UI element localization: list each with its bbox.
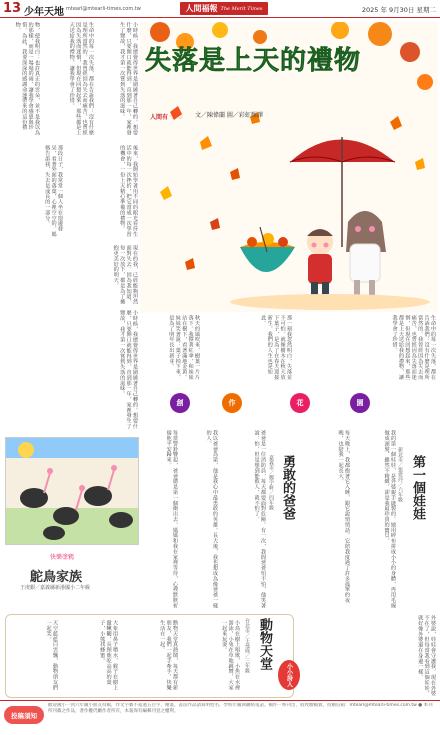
dot-label: 園 — [350, 393, 370, 413]
dot-label: 創 — [170, 393, 190, 413]
feature-title: 失落是上天的禮物 — [145, 46, 362, 76]
text-column: 生命中的每一次失落，都在告訴我們：沒有什麼是理所當然的。我曾經因為失去而痛苦，也曾經因為失落而迷惘，但現在回想起來，那些都是上天送給我的禮物，讓我學會了珍惜。 — [391, 315, 436, 380]
text-column: 後來，我開始學著用不同的眼光看待生活中的每一次挫折，把它當成一次學習的機會，一份上天精心準備的禮物。 — [119, 145, 138, 237]
text-column: 那一刻我忽然明白，失落並不可怕。就像樹木在秋天放下葉子，是為了在春天迎接新生。我們的人生也是如此。 — [260, 315, 292, 380]
article-title: 勇敢的爸爸 — [280, 455, 295, 520]
newspaper-logo — [180, 2, 268, 15]
text-column: 小時候，我總覺得世界是圍繞著自己轉的。想要什麼，只要開口就能得到。直到那一年，家裡發生了變故，我才第一次嘗到失落的滋味。 — [119, 310, 138, 429]
feature-kicker: 人間有 ♡ ♡ — [150, 114, 183, 121]
article-author: 新北市／張愛玲／六年級 — [397, 447, 403, 502]
logo-cn: 人間福報 — [185, 4, 218, 13]
footer-text: 歡迎國小一到六年級小朋友投稿，作文字數不超過五百字，繪畫、書法作品請寫明姓名、學校年級與聯絡電話。稿件一經刊出，將致贈稿費。投稿信箱：mtearl@mtearli-times.com.tw ● 本刊所刊載之作品，著作權仍屬作者所有，本報保有編輯刊登之權利。 — [48, 703, 433, 714]
section-title: 少年天地 — [24, 7, 64, 18]
poem-title: 動物天堂 — [257, 618, 272, 670]
page-number: 13 — [3, 1, 22, 16]
submission-notice-badge: 投稿須知 — [4, 706, 44, 724]
header-email: mtearl@mtearli-times.com.tw — [66, 6, 141, 12]
drawing-credit: 王虔銀／嘉義縣新港國小二年級 — [20, 585, 91, 591]
text-column: 生命中的每一次失落，都在告訴我們：沒有什麼是理所當然的。我曾經因為失去而痛苦，也曾經因為失落而迷惘，但現在回想起來，那些都是上天送給我的禮物，讓我學會了珍惜。 — [68, 22, 94, 136]
text-column: 動物天堂真熱鬧，每天都有新朋友，我們一起手牽手，快樂生活在一起。 — [159, 620, 178, 691]
child-drawing — [5, 437, 139, 545]
text-column: 每天晚上，我都抱著它入睡，跟它說悄悄話。它陪我度過了許多孤單的夜晚，也陪我一起長大。 — [337, 430, 350, 603]
text-column: 每當警鈴響起，爸爸總是第一個衝出去。媽媽和我在家裡等待，心裡默默祈禱他平安歸來。 — [165, 430, 178, 609]
text-column: 爸爸是一位消防員，每天都要面對危險。有一次，我問爸爸怕不怕，他笑著說：怕，但是想到能救人，就不怕了。 — [253, 430, 266, 609]
dot-label: 作 — [222, 393, 242, 413]
ostrich-drawing — [6, 438, 139, 545]
article-title: 第一個娃娃 — [410, 455, 425, 520]
poet-badge: 小小詩人 — [278, 660, 300, 690]
text-column: 秋天的風吹來，樹葉一片片落下。我撐著紅傘，和妹妹站在樹下，看著滿地金黃。妹妹笑著說：葉子掉下來，是為了明年長出新芽。 — [168, 315, 200, 380]
logo-en: The Merit Times — [220, 5, 263, 12]
text-column: 大象用鼻子噴水，猴子在樹上盪鞦韆，長頸鹿吃高高的葉子，小熊找蜂蜜。 — [99, 620, 118, 691]
poem-author: 台北市／王曼庭／三年級 — [244, 618, 250, 673]
text-column: 物，使我明白：也許真正的雲朵，並不是我以為的那樣，而是一場場的雨，讓我學會感恩與珍惜。為此，我要深深的感謝命運帶來的這份禮物。 — [14, 22, 40, 136]
text-column: 外婆說，娃娃會守護我。現在外婆不在了，但每當我看到這個娃娃，就好像外婆還在身邊一樣。 — [417, 615, 436, 696]
text-column: 小鳥在樹上唱歌，小魚在水裡游泳，小兔在草地跳舞，大家一起來玩耍。 — [221, 620, 240, 691]
feature-byline: 文／陳偉蘭 圖／彩虹輝譯 — [195, 112, 263, 119]
article-author: 嘉義市／鄭宇軒／四年級 — [268, 455, 274, 510]
issue-date: 2025 年 9月30日 星期二 — [361, 6, 436, 14]
text-column: 我以爸爸為榮，他是我心中最勇敢的英雄。長大後，我也想成為像爸爸一樣的人。 — [205, 430, 218, 609]
text-column: 那段日子，我常常一個人坐在窗邊發呆，看著外面的落葉，心裡空空的。媽媽告訴我，失去是成長的一部分。 — [44, 145, 63, 237]
text-column: 天空藍藍白雲飄，動物朋友們一起笑。 — [45, 620, 58, 691]
dot-label: 花 — [290, 393, 310, 413]
text-column: 我的第一個娃娃，是外婆親手縫製的。她用碎布拼成小小的身體，再用毛線做成頭髮，雖然不精緻，卻是我最珍貴的寶貝。 — [383, 430, 396, 609]
text-column: 小時候，我總覺得世界是圍繞著自己轉的。想要什麼，只要開口就能得到。直到那一年，家裡發生了變故，我才第一次嘗到失落的滋味。 — [119, 22, 138, 136]
drawing-tag: 快樂塗鴉 — [50, 554, 75, 561]
drawing-title: 鴕鳥家族 — [30, 570, 83, 585]
creative-garden-banner — [150, 388, 380, 418]
text-column: 現在的我，已經能夠坦然面對失去。因為我知道，每一次放下，都是為了擁抱更美好的明天。 — [112, 245, 138, 305]
